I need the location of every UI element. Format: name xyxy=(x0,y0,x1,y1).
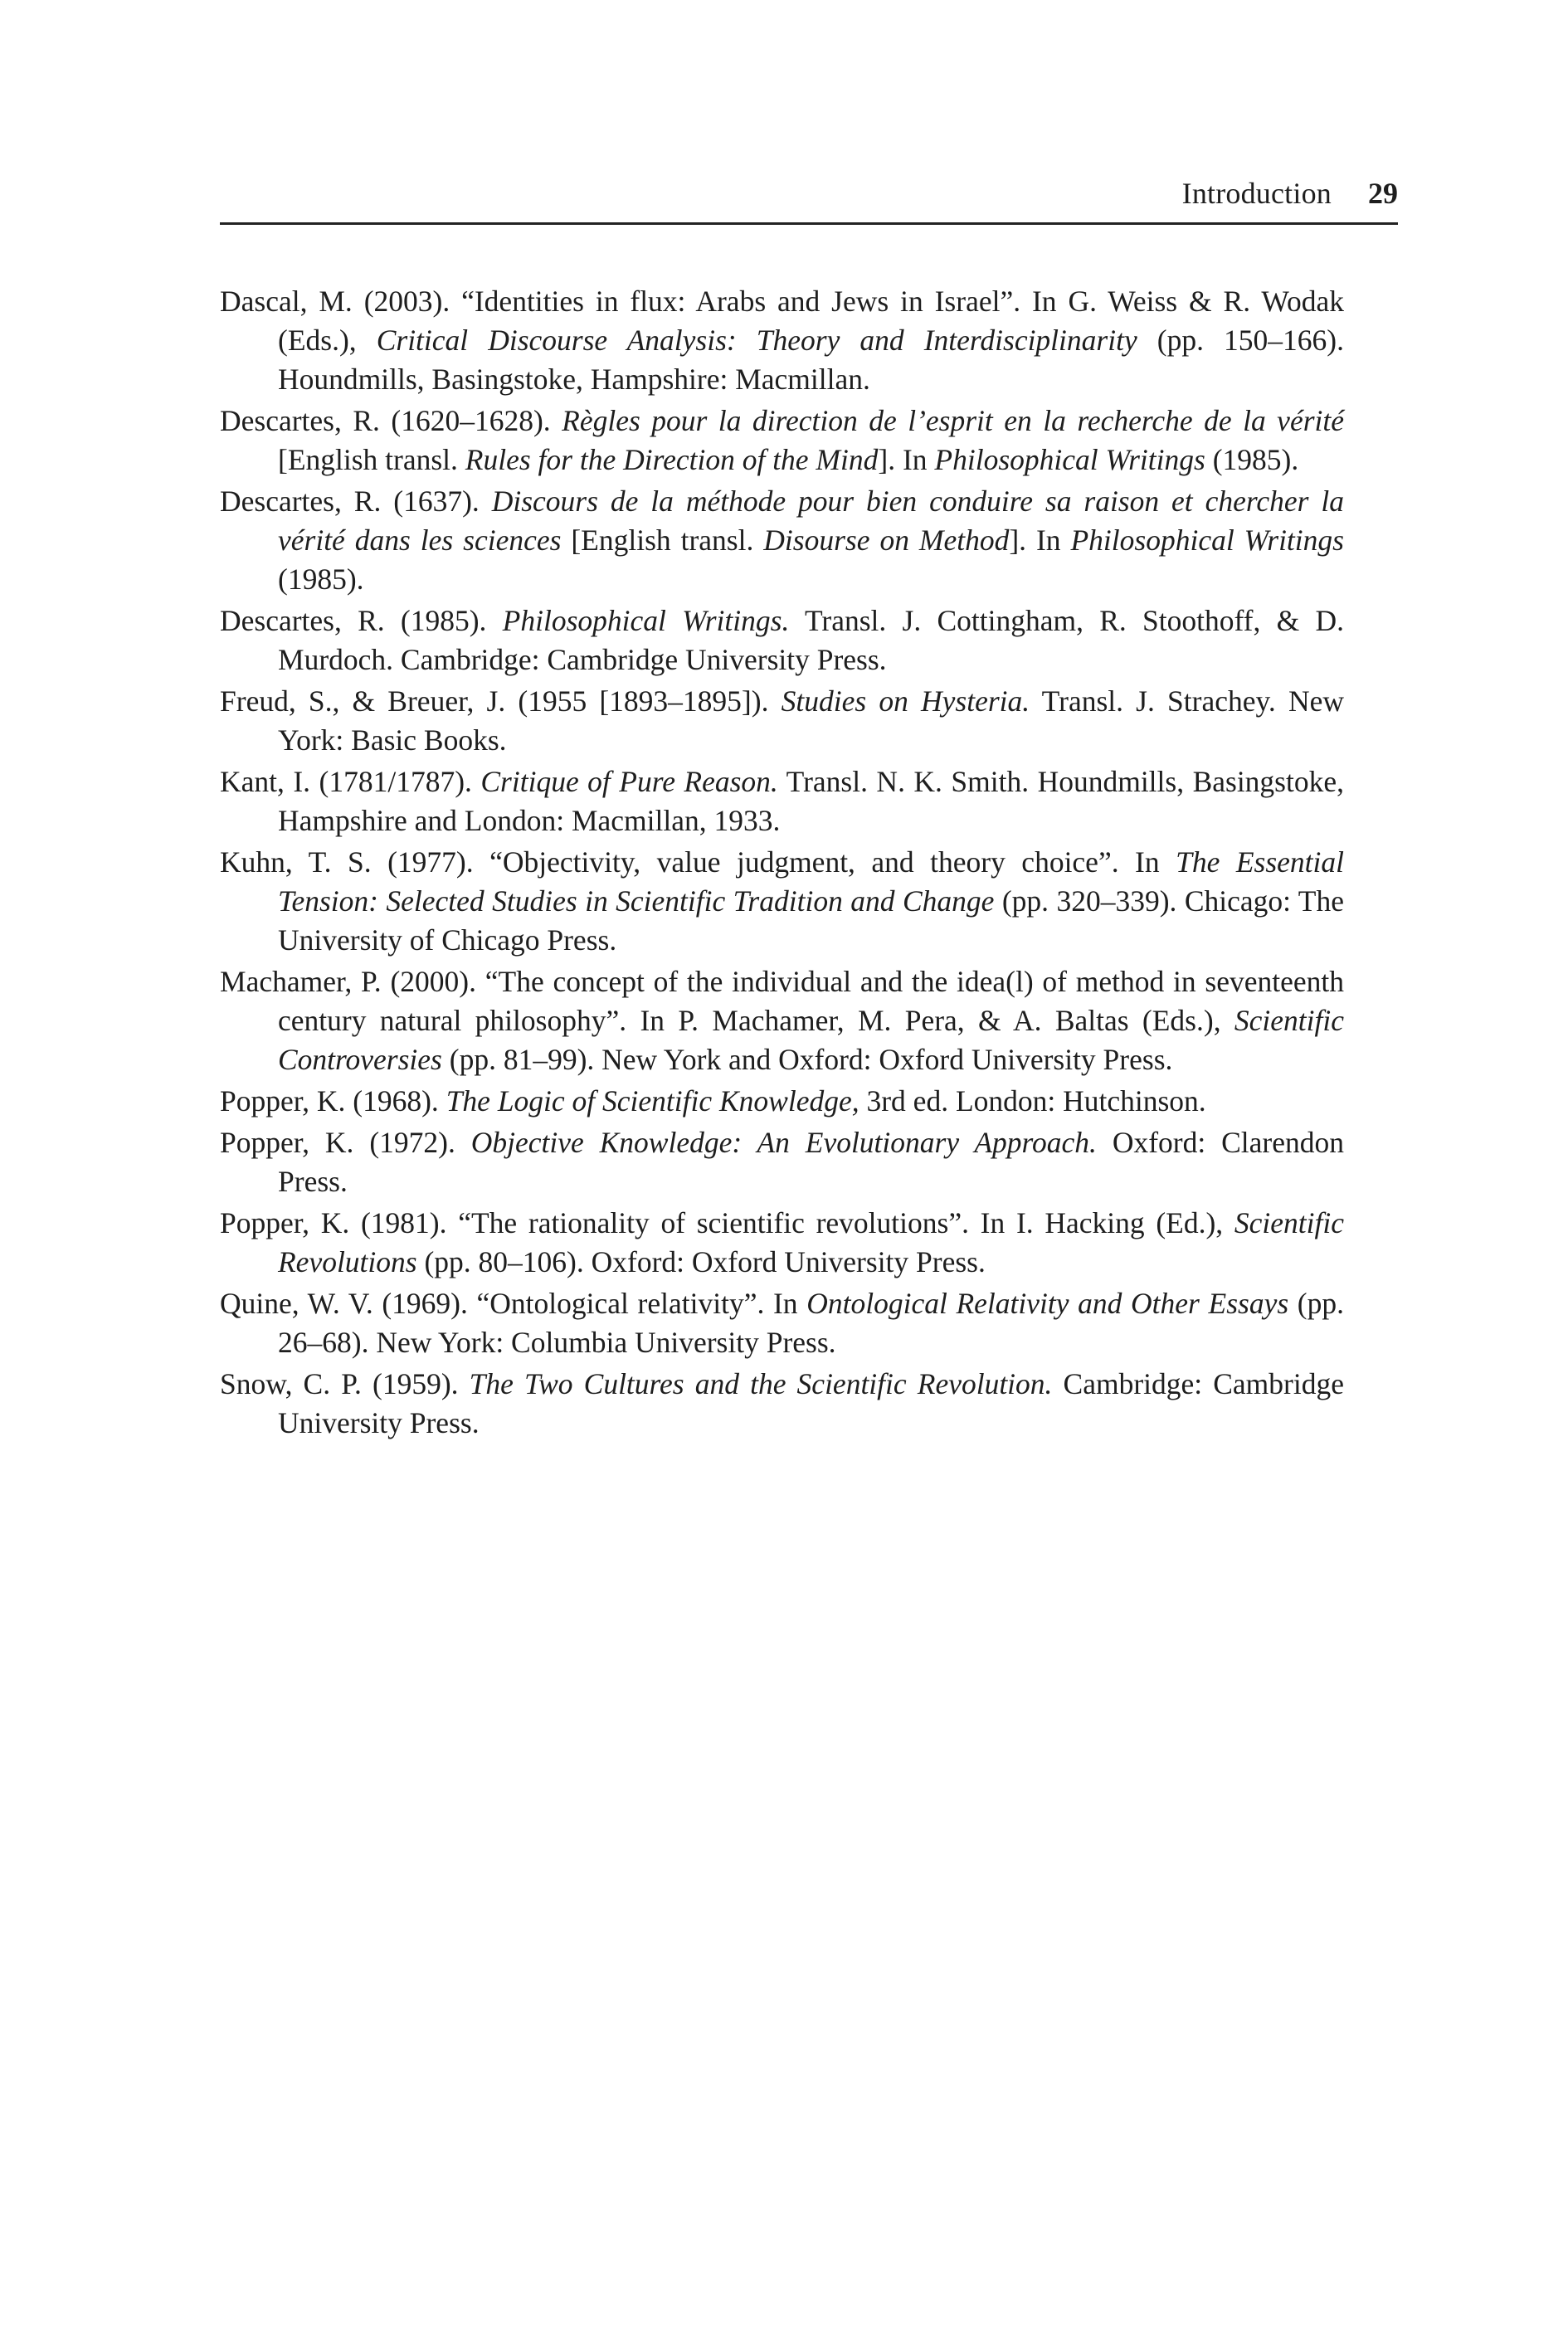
reference-title: Critique of Pure Reason. xyxy=(480,765,778,798)
reference-title: Disourse on Method xyxy=(763,523,1010,557)
reference-text: Popper, K. (1972). xyxy=(220,1126,471,1159)
reference-title: Philosophical Writings. xyxy=(502,604,790,637)
reference-text: Freud, S., & Breuer, J. (1955 [1893–1895]). xyxy=(220,684,782,718)
reference-text: Oxford: Clarendon Press. xyxy=(278,1126,1344,1198)
reference-text: Machamer, P. (2000). “The concept of the individual and the idea(l) of method in seventeenth century natural philosophy”. In P. Machamer, M. Pera, & A. Baltas (Eds.), xyxy=(220,965,1344,1037)
reference-text: Snow, C. P. (1959). xyxy=(220,1367,470,1400)
reference-entry xyxy=(220,402,1344,480)
reference-entry xyxy=(220,1365,1344,1443)
reference-entry xyxy=(220,1284,1344,1362)
reference-title: Discours de la méthode pour bien conduire sa raison et chercher la vérité dans les sciences xyxy=(278,485,1344,557)
reference-title: Rules for the Direction of the Mind xyxy=(465,443,879,476)
reference-entry xyxy=(220,1123,1344,1201)
reference-title: Philosophical Writings xyxy=(1070,523,1344,557)
reference-entry xyxy=(220,482,1344,599)
reference-text: (pp. 26–68). New York: Columbia University Press. xyxy=(278,1287,1345,1359)
reference-title: Studies on Hysteria. xyxy=(781,684,1030,718)
reference-text: 3rd ed. London: Hutchinson. xyxy=(859,1084,1206,1118)
reference-text: [English transl. xyxy=(278,443,465,476)
page-number: 29 xyxy=(1368,177,1398,210)
reference-text: (pp. 81–99). New York and Oxford: Oxford University Press. xyxy=(441,1043,1173,1076)
reference-text: (1985). xyxy=(1205,443,1299,476)
reference-text: Cambridge: Cambridge University Press. xyxy=(278,1367,1344,1439)
reference-text: [English transl. xyxy=(561,523,764,557)
reference-text: (pp. 80–106). Oxford: Oxford University Press. xyxy=(416,1245,986,1278)
reference-text: Dascal, M. (2003). “Identities in flux: Arabs and Jews in Israel”. In G. Weiss & R. Wodak (Eds.), xyxy=(220,285,1344,357)
reference-text: Kant, I. (1781/1787). xyxy=(220,765,481,798)
reference-entry xyxy=(220,962,1344,1079)
reference-entry xyxy=(220,843,1344,960)
reference-title: Ontological Relativity and Other Essays xyxy=(806,1287,1289,1320)
reference-entry xyxy=(220,1082,1344,1121)
reference-entry xyxy=(220,682,1344,760)
reference-entry xyxy=(220,762,1344,840)
reference-entry xyxy=(220,1204,1344,1282)
reference-text: ]. In xyxy=(878,443,935,476)
reference-entry xyxy=(220,282,1344,399)
reference-text: ]. In xyxy=(1009,523,1071,557)
reference-text: Transl. J. Cottingham, R. Stoothoff, & D. Murdoch. Cambridge: Cambridge University Press. xyxy=(278,604,1344,676)
reference-text: Kuhn, T. S. (1977). “Objectivity, value judgment, and theory choice”. In xyxy=(220,845,1176,879)
reference-entry xyxy=(220,601,1344,679)
reference-text: Popper, K. (1968). xyxy=(220,1084,446,1118)
reference-title: Critical Discourse Analysis: Theory and Interdisciplinarity xyxy=(376,324,1137,357)
reference-text: (pp. 320–339). Chicago: The University of Chicago Press. xyxy=(278,884,1344,957)
reference-text: Quine, W. V. (1969). “Ontological relativity”. In xyxy=(220,1287,807,1320)
reference-text: Descartes, R. (1620–1628). xyxy=(220,404,562,437)
reference-text: Descartes, R. (1637). xyxy=(220,485,492,518)
reference-title: The Essential Tension: Selected Studies in Scientific Tradition and Change xyxy=(278,845,1344,918)
reference-title: Objective Knowledge: An Evolutionary Approach. xyxy=(470,1126,1097,1159)
reference-list xyxy=(220,282,1344,1445)
running-head-title: Introduction xyxy=(1181,177,1332,210)
reference-title: Philosophical Writings xyxy=(934,443,1205,476)
running-head xyxy=(220,173,1398,225)
reference-text: (pp. 150–166). Houndmills, Basingstoke, Hampshire: Macmillan. xyxy=(278,324,1344,396)
reference-text: (1985). xyxy=(278,562,364,596)
reference-title: Scientific Controversies xyxy=(278,1004,1344,1076)
reference-title: Scientific Revolutions xyxy=(278,1206,1344,1278)
reference-text: Transl. J. Strachey. New York: Basic Books. xyxy=(278,684,1344,757)
reference-text: Transl. N. K. Smith. Houndmills, Basingstoke, Hampshire and London: Macmillan, 1933. xyxy=(278,765,1344,837)
reference-text: Popper, K. (1981). “The rationality of scientific revolutions”. In I. Hacking (Ed.), xyxy=(220,1206,1234,1239)
reference-title: The Two Cultures and the Scientific Revolution. xyxy=(469,1367,1053,1400)
reference-title: The Logic of Scientific Knowledge, xyxy=(446,1084,859,1118)
reference-text: Descartes, R. (1985). xyxy=(220,604,503,637)
reference-title: Règles pour la direction de l’esprit en la recherche de la vérité xyxy=(562,404,1344,437)
